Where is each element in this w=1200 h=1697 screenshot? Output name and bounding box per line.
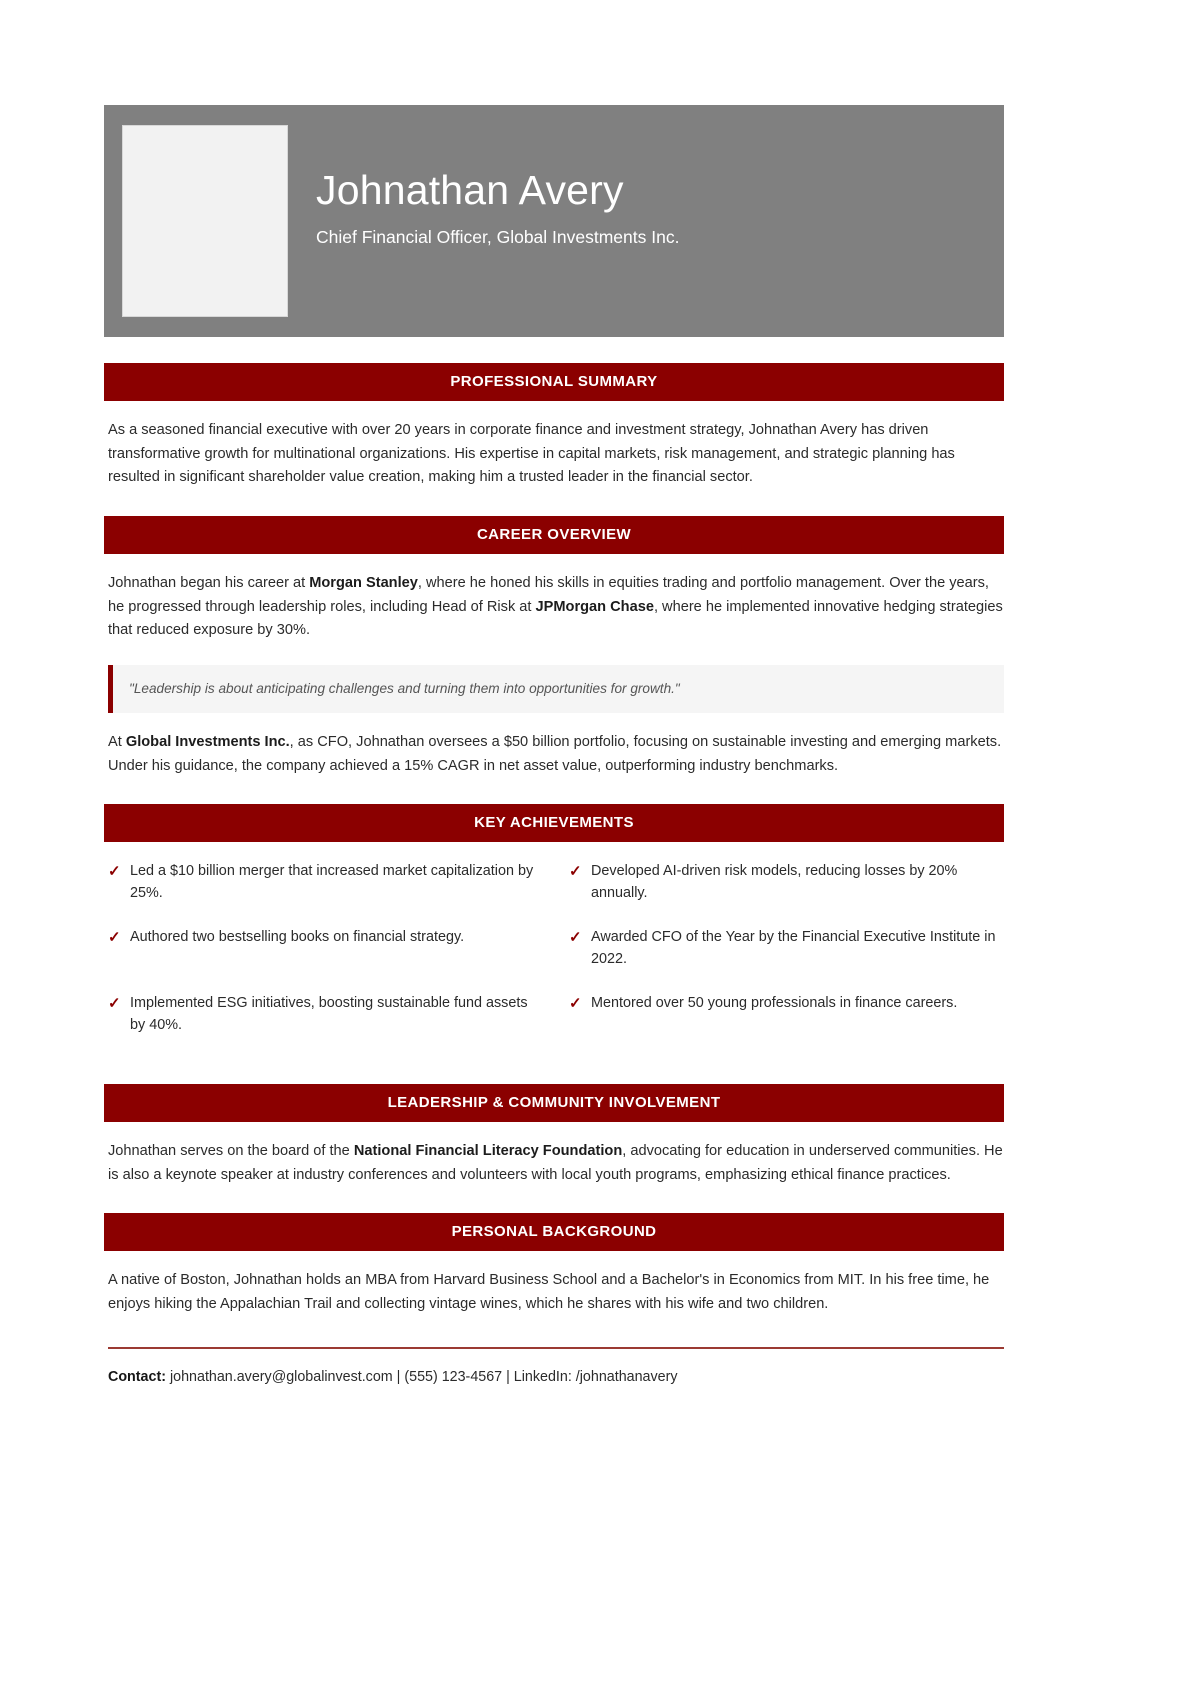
check-icon: ✓ <box>108 995 121 1013</box>
achievement-text: Awarded CFO of the Year by the Financial Executive Institute in 2022. <box>591 929 996 968</box>
career2-text-2: , as CFO, Johnathan oversees a $50 billion portfolio, focusing on sustainable investing and emerging markets. Under his guidance, the company achieved a 15% CAGR in net asset value, outperforming industry benchmarks. <box>108 733 1002 774</box>
achievement-item <box>569 926 1004 992</box>
leadership-text-1: Johnathan serves on the board of the <box>108 1143 354 1160</box>
employer-morgan-stanley: Morgan Stanley <box>309 574 418 591</box>
check-icon: ✓ <box>108 863 121 881</box>
career-text-2: , where he honed his skills in equities trading and portfolio management. Over the years, he progressed through leadership roles, including Head of Risk at <box>108 574 989 615</box>
leadership-text-2: , advocating for education in underserved communities. He is also a keynote speaker at industry conferences and volunteers with local youth programs, emphasizing ethical finance practices. <box>108 1143 1003 1183</box>
job-title: Chief Financial Officer, Global Investments Inc. <box>316 227 680 248</box>
section-header-career-overview: CAREER OVERVIEW <box>104 516 1004 554</box>
personal-background-body: A native of Boston, Johnathan holds an MBA from Harvard Business School and a Bachelor's in Economics from MIT. In his free time, he enjoys hiking the Appalachian Trail and collecting vintage wines, which he shares with his wife and two children. <box>108 1272 990 1313</box>
leadership-body <box>108 1140 1004 1187</box>
header-text-block <box>288 105 1004 337</box>
section-header-personal-background: PERSONAL BACKGROUND <box>104 1213 1004 1251</box>
check-icon: ✓ <box>569 929 582 947</box>
achievement-text: Authored two bestselling books on financial strategy. <box>130 929 465 946</box>
resume-document <box>104 105 1004 1388</box>
header-banner <box>104 105 1004 337</box>
career-text-3: , where he implemented innovative hedging strategies that reduced exposure by 30%. <box>108 598 1003 639</box>
achievement-text: Mentored over 50 young professionals in finance careers. <box>591 995 958 1012</box>
leadership-quote-blockquote <box>108 665 1004 713</box>
achievement-item <box>569 860 1004 926</box>
profile-photo-placeholder <box>122 125 288 317</box>
employer-global-investments: Global Investments Inc. <box>125 733 290 750</box>
check-icon: ✓ <box>569 995 582 1013</box>
section-header-key-achievements: KEY ACHIEVEMENTS <box>104 804 1004 842</box>
achievement-text: Developed AI-driven risk models, reducing losses by 20% annually. <box>591 863 958 902</box>
career-text-1: Johnathan began his career at <box>108 574 310 591</box>
career-overview-paragraph-2 <box>108 731 1004 778</box>
career-overview-paragraph-1 <box>108 572 1004 643</box>
career2-text-1: At <box>108 733 126 750</box>
check-icon: ✓ <box>108 929 121 947</box>
page-title: Johnathan Avery <box>316 166 624 213</box>
quote-text: "Leadership is about anticipating challenges and turning them into opportunities for growth." <box>129 680 680 696</box>
achievement-item <box>569 992 1004 1058</box>
footer-divider <box>108 1347 1004 1349</box>
achievement-item <box>108 860 543 926</box>
achievement-item <box>108 926 543 992</box>
contact-line <box>108 1367 1004 1388</box>
section-header-professional-summary: PROFESSIONAL SUMMARY <box>104 363 1004 401</box>
contact-details: johnathan.avery@globalinvest.com | (555) 123-4567 | LinkedIn: /johnathanavery <box>165 1368 678 1385</box>
professional-summary-body: As a seasoned financial executive with over 20 years in corporate finance and investment strategy, Johnathan Avery has driven transformative growth for multinational organizations. His expertise in capital markets, risk management, and strategic planning has resulted in significant shareholder value creation, making him a trusted leader in the financial sector. <box>108 422 955 486</box>
contact-label: Contact: <box>108 1368 166 1385</box>
achievement-text: Led a $10 billion merger that increased market capitalization by 25%. <box>130 863 534 902</box>
section-header-leadership-community: LEADERSHIP & COMMUNITY INVOLVEMENT <box>104 1084 1004 1122</box>
achievement-item <box>108 992 543 1058</box>
achievement-text: Implemented ESG initiatives, boosting sustainable fund assets by 40%. <box>130 995 528 1034</box>
check-icon: ✓ <box>569 863 582 881</box>
organization-nflf: National Financial Literacy Foundation <box>353 1143 623 1160</box>
key-achievements-grid <box>108 860 1004 1058</box>
employer-jpmorgan-chase: JPMorgan Chase <box>535 598 654 615</box>
